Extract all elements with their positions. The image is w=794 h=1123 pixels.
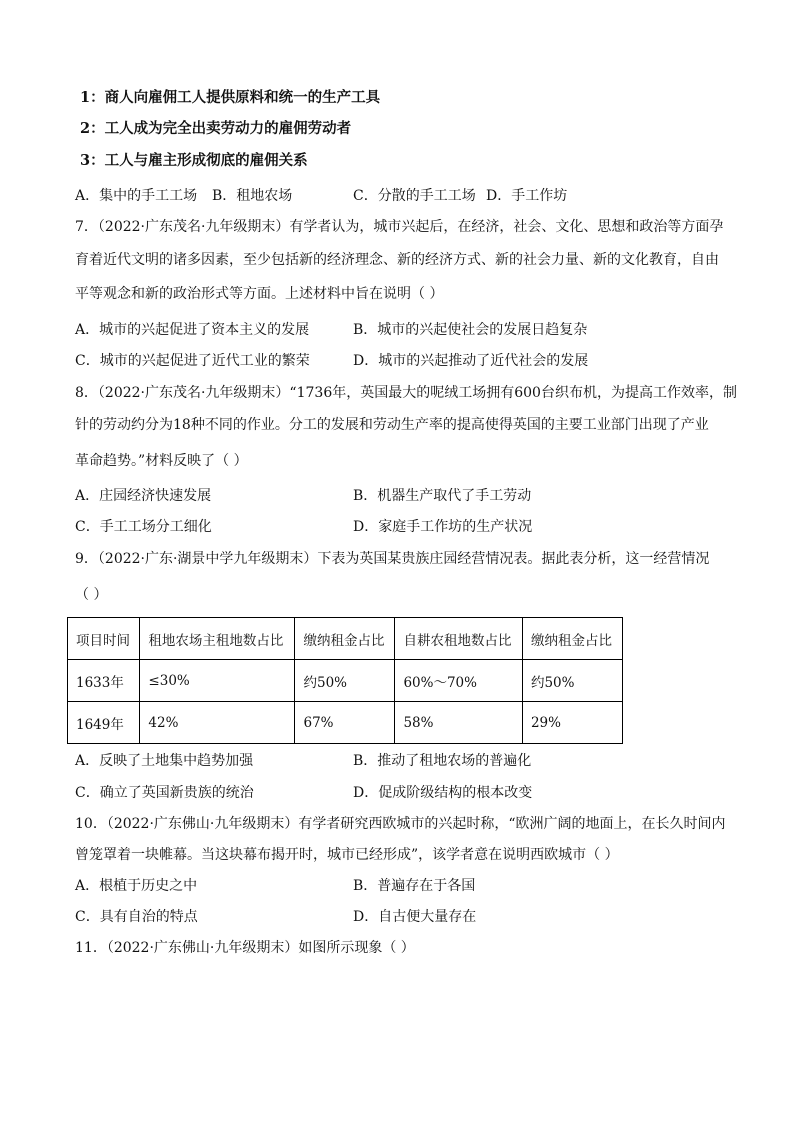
table-header-cell: 租地农场主租地数占比 [140,618,295,660]
table-cell: 60%～70% [395,660,523,702]
intro-option-a: A．集中的手工工场 [75,188,198,204]
table-cell: 58% [395,702,523,744]
q7-line-3: 平等观念和新的政治形式等方面。上述材料中旨在说明（ ） [75,286,444,302]
table-cell: 29% [522,702,622,744]
intro-option-b: B．租地农场 [212,188,293,204]
q8-option-a: A．庄园经济快速发展 [75,488,212,504]
intro-option-c: C．分散的手工工场 [353,188,476,204]
q10-option-b: B．普遍存在于各国 [353,878,476,894]
q10-line-2: 曾笼罩着一块帷幕。当这块幕布揭开时，城市已经形成”，该学者意在说明西欧城市（ ） [75,847,619,863]
intro-item-2: 2：工人成为完全出卖劳动力的雇佣劳动者 [80,120,352,137]
intro-item-1: 1：商人向雇佣工人提供原料和统一的生产工具 [80,89,381,106]
table-cell: ≤30% [140,660,295,702]
q8-line-2: 针的劳动约分为18种不同的作业。分工的发展和劳动生产率的提高使得英国的主要工业部门出现了产业 [75,417,709,433]
q9-option-a: A．反映了土地集中趋势加强 [75,753,254,769]
intro-option-d: D．手工作坊 [486,188,568,204]
q8-option-b: B．机器生产取代了手工劳动 [353,488,532,504]
q9-option-c: C．确立了英国新贵族的统治 [75,785,254,801]
estate-table [67,617,623,744]
q8-line-3: 革命趋势。”材料反映了（ ） [75,453,248,469]
table-cell: 约50% [295,660,395,702]
table-header-row [68,618,623,660]
q10-option-a: A．根植于历史之中 [75,878,198,894]
q7-option-a: A．城市的兴起促进了资本主义的发展 [75,322,310,338]
table-header-cell: 自耕农租地数占比 [395,618,523,660]
q7-option-b: B．城市的兴起使社会的发展日趋复杂 [353,322,588,338]
table-cell: 约50% [522,660,622,702]
intro-item-3: 3：工人与雇主形成彻底的雇佣关系 [80,152,308,169]
q7-option-d: D．城市的兴起推动了近代社会的发展 [353,353,589,369]
q11-line-1: 11．（2022·广东佛山·九年级期末）如图所示现象（ ） [75,940,415,956]
q9-line-1: 9．（2022·广东·湖景中学九年级期末）下表为英国某贵族庄园经营情况表。据此表分析，这一经营情况 [75,551,710,567]
table-cell: 1649年 [68,702,140,744]
table-row [68,660,623,702]
q9-option-b: B．推动了租地农场的普遍化 [353,753,532,769]
q7-line-2: 育着近代文明的诸多因素，至少包括新的经济理念、新的经济方式、新的社会力量、新的文化教育，自由 [75,252,719,268]
table-row [68,702,623,744]
table-header-cell: 缴纳租金占比 [295,618,395,660]
table-cell: 1633年 [68,660,140,702]
q9-line-2: （ ） [75,587,108,603]
table-cell: 42% [140,702,295,744]
q8-option-c: C．手工工场分工细化 [75,519,212,535]
q10-option-d: D．自古便大量存在 [353,909,477,925]
q9-option-d: D．促成阶级结构的根本改变 [353,785,533,801]
table-header-cell: 缴纳租金占比 [522,618,622,660]
q10-option-c: C．具有自治的特点 [75,909,198,925]
table-header-cell: 项目时间 [68,618,140,660]
q8-option-d: D．家庭手工作坊的生产状况 [353,519,533,535]
q7-line-1: 7．（2022·广东茂名·九年级期末）有学者认为，城市兴起后，在经济，社会、文化、思想和政治等方面孕 [75,219,724,235]
q7-option-c: C．城市的兴起促进了近代工业的繁荣 [75,353,310,369]
q8-line-1: 8．（2022·广东茂名·九年级期末）“1736年，英国最大的呢绒工场拥有600台织布机，为提高工作效率，制 [75,385,737,401]
table-cell: 67% [295,702,395,744]
q10-line-1: 10．（2022·广东佛山·九年级期末）有学者研究西欧城市的兴起时称，“欧洲广阔的地面上，在长久时间内 [75,816,726,832]
